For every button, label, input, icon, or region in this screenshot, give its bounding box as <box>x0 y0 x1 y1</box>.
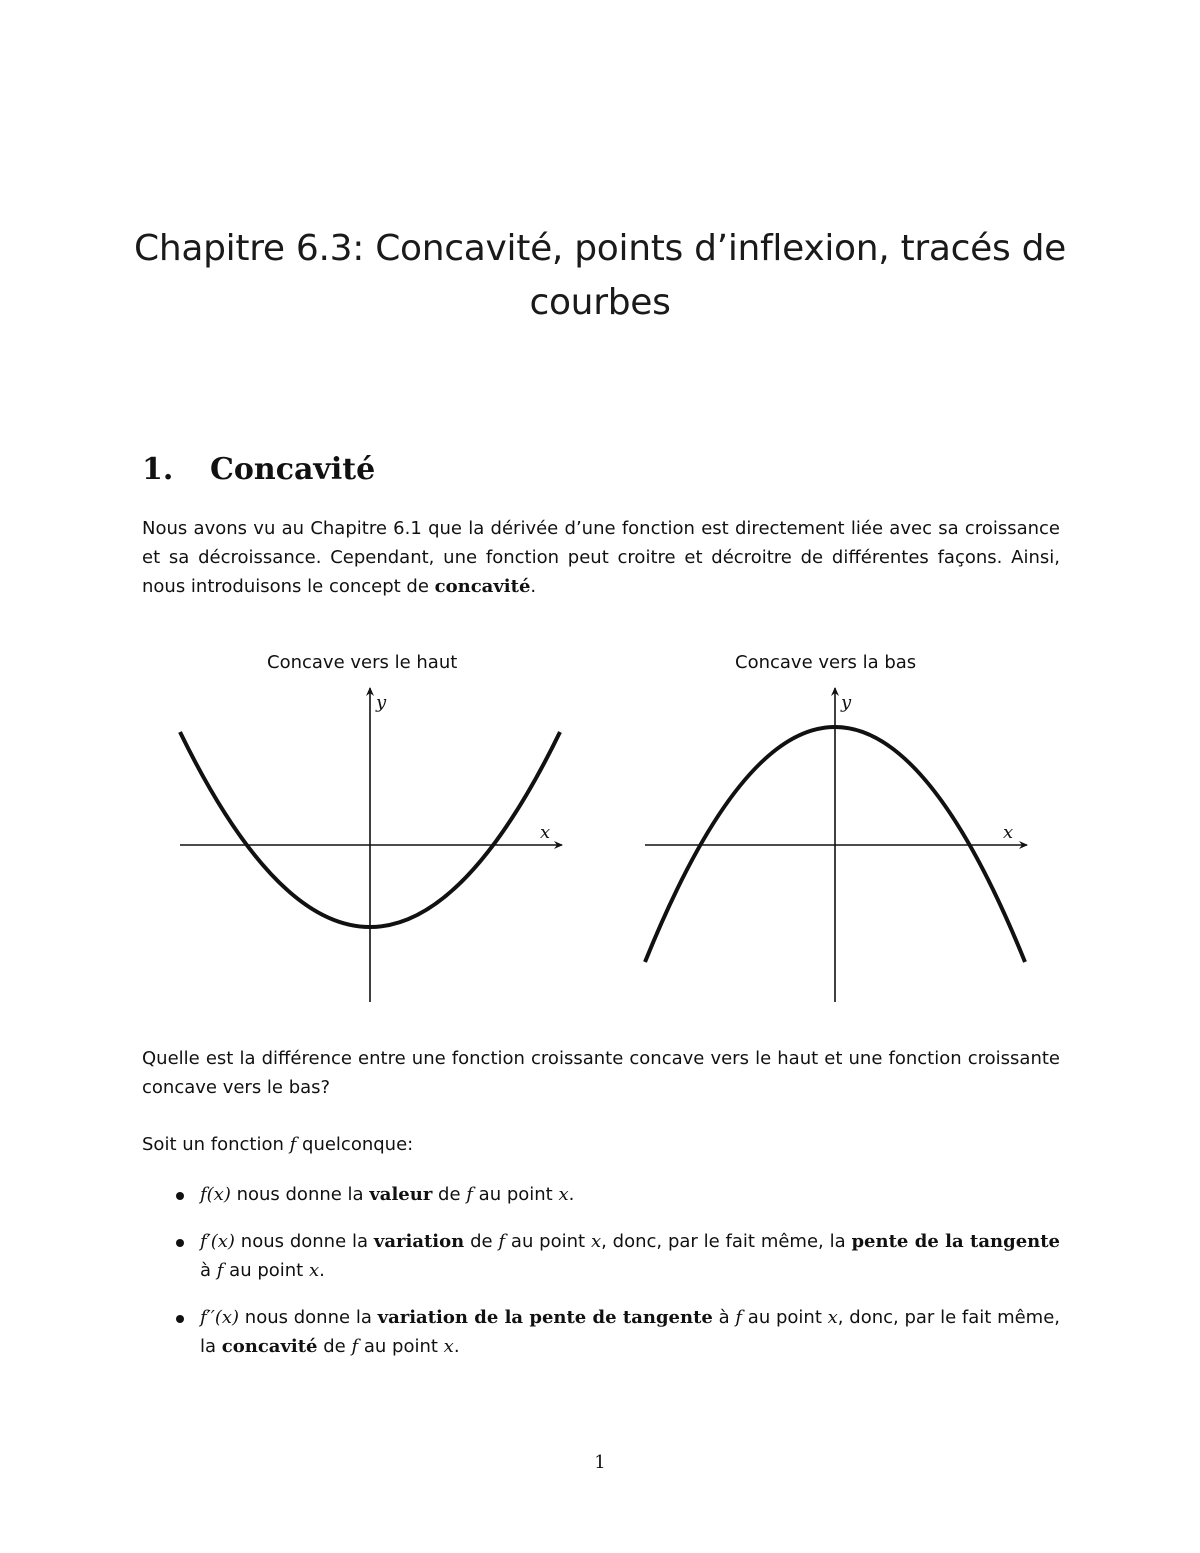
text: nous donne la <box>239 1307 378 1328</box>
math-fx: f′′(x) <box>200 1307 240 1328</box>
list-item <box>142 1227 1060 1285</box>
section-heading <box>142 450 375 490</box>
intro-bold-term: concavité <box>434 576 531 597</box>
x-axis-label: x <box>540 822 551 843</box>
text: au point <box>472 1184 559 1205</box>
math-f: f <box>351 1336 359 1357</box>
math-x: x <box>443 1336 454 1357</box>
figure-concave-down <box>635 682 1045 1012</box>
x-axis-label: x <box>1003 822 1014 843</box>
bullet-dot <box>176 1315 184 1323</box>
math-f: f <box>216 1260 224 1281</box>
bullet-dot <box>176 1192 184 1200</box>
text: , donc, par le fait même, la <box>601 1231 852 1252</box>
text: nous donne la <box>230 1184 370 1205</box>
page-title <box>100 222 1100 330</box>
math-x: x <box>590 1231 602 1252</box>
title-line-2: courbes <box>529 282 671 323</box>
math-x: x <box>308 1260 320 1281</box>
math-f: f <box>498 1231 506 1252</box>
list-item <box>142 1303 1060 1361</box>
text: . <box>319 1260 325 1281</box>
section-title: Concavité <box>210 452 376 487</box>
section-number: 1. <box>142 452 174 487</box>
text: à <box>712 1307 736 1328</box>
text: au point <box>505 1231 591 1252</box>
y-axis-label: y <box>376 692 387 713</box>
intro-paragraph <box>142 514 1060 601</box>
math-f: f <box>466 1184 473 1205</box>
text: nous donne la <box>234 1231 374 1252</box>
title-line-1: Chapitre 6.3: Concavité, points d’inflexion, tracés de <box>134 228 1066 269</box>
bold-term: variation de la pente de tangente <box>377 1307 713 1328</box>
list-item <box>142 1180 1060 1209</box>
page-number: 1 <box>594 1452 606 1473</box>
let-text-a: Soit un fonction <box>142 1134 290 1155</box>
let-text-b: quelconque: <box>296 1134 414 1155</box>
text: de <box>464 1231 499 1252</box>
intro-end: . <box>530 576 537 597</box>
text: . <box>568 1184 575 1205</box>
bold-term: concavité <box>221 1336 318 1357</box>
text: au point <box>358 1336 444 1357</box>
bold-term: valeur <box>369 1184 433 1205</box>
text: , donc, par le fait même, la <box>200 1307 1061 1357</box>
intro-text: Nous avons vu au Chapitre 6.1 que la dérivée d’une fonction est directement liée avec sa croissance et sa décroissance. Cependant, une fonction peut croitre et décroitre de différentes façons. Ainsi, nous introduisons le concept de <box>142 518 1060 597</box>
text: à <box>200 1260 217 1281</box>
math-x: x <box>558 1184 569 1205</box>
math-fx: f(x) <box>200 1184 231 1205</box>
bold-term: variation <box>373 1231 465 1252</box>
text: de <box>317 1336 352 1357</box>
question-paragraph: Quelle est la différence entre une fonction croissante concave vers le haut et une fonction croissante concave vers le bas? <box>142 1048 1060 1098</box>
text: au point <box>223 1260 309 1281</box>
text: de <box>432 1184 467 1205</box>
figure-right-caption: Concave vers la bas <box>735 652 917 673</box>
text: au point <box>742 1307 828 1328</box>
bullet-list <box>142 1180 1060 1379</box>
bullet-dot <box>176 1239 184 1247</box>
math-f: f <box>735 1307 743 1328</box>
math-fx: f′(x) <box>200 1231 235 1252</box>
figure-left-caption: Concave vers le haut <box>267 652 458 673</box>
math-x: x <box>827 1307 838 1328</box>
y-axis-label: y <box>841 692 852 713</box>
let-math-f: f <box>289 1134 297 1155</box>
bold-term: pente de la tangente <box>851 1231 1060 1252</box>
figure-concave-up <box>170 682 580 1012</box>
text: . <box>453 1336 460 1357</box>
let-paragraph <box>142 1130 1060 1159</box>
